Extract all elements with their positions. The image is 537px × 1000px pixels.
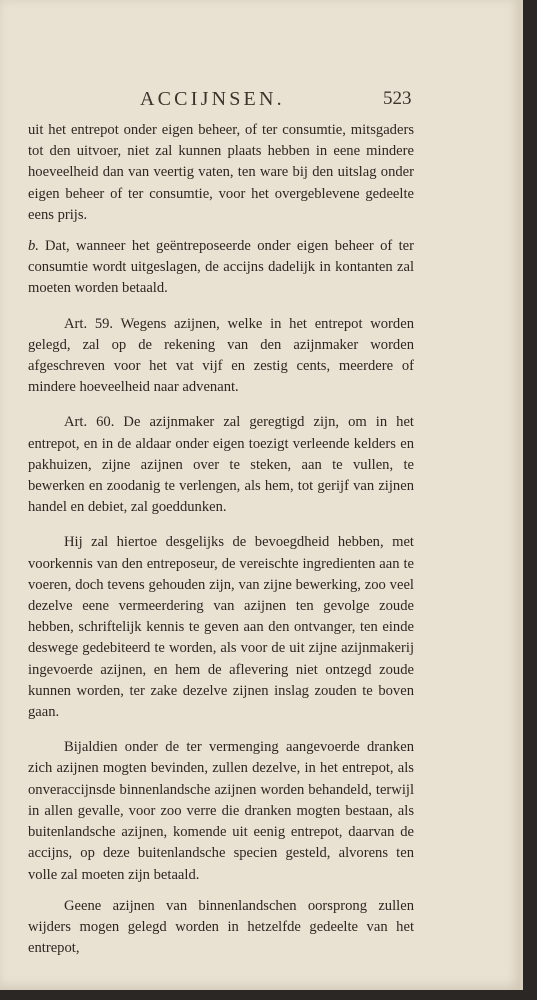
paragraph-bijaldien: Bijaldien onder de ter vermenging aangevoerde dranken zich azijnen mogten bevinden, zullen dezelve, in het entrepot, als onveraccijnsde binnenlandsche azijnen worden behandeld, terwijl in allen gevalle, voor zoo verre die dranken mogten bestaan, als buitenlandsche azijnen, komende uit eenig entrepot, daarvan de accijns, op deze buitenlandsche specien gesteld, alvorens ten volle zal moeten zijn betaald.	[28, 739, 414, 883]
paragraph-continuation: uit het entrepot onder eigen beheer, of ter consumtie, mitsgaders tot den uitvoer, niet zal kunnen plaats hebben in eene mindere hoeveelheid dan van veertig vaten, ten ware bij den uitslag onder eigen beheer of ter consumtie, voor het overgeblevene gedeelte eens prijs.	[28, 122, 414, 223]
paragraph-geene: Geene azijnen van binnenlandschen oorsprong zullen wijders mogen gelegd worden in hetzelfde gedeelte van het entrepot,	[28, 897, 414, 957]
page-header	[0, 88, 520, 112]
paragraph-b	[28, 236, 414, 300]
running-title: ACCIJNSEN.	[140, 88, 285, 110]
paragraph-hij: Hij zal hiertoe desgelijks de bevoegdheid hebben, met voorkennis van den entreposeur, de vereischte ingredienten aan te voeren, doch tevens gehouden zijn, van zijne bewerking, zoo veel dezelve eene vermeerdering van azijnen ten gevolge zoude hebben, schriftelijk kennis te geven aan den ontvanger, ten einde deswege gedebiteerd te worden, als voor de uit zijne azijnmakerij ingevoerde azijnen, en hem de aflevering niet ontzegd zoude kunnen worden, ter zake dezelve zijnen inslag zouden te boven gaan.	[28, 534, 414, 721]
page-number: 523	[383, 88, 412, 109]
article-60: Art. 60. De azijnmaker zal geregtigd zijn, om in het entrepot, en in de aldaar onder eigen toezigt verleende kelders en pakhuizen, zijne azijnen over te steken, aan te vullen, te bewerken en zoodanig te verlengen, als hem, tot gerijf van zijnen handel en debiet, zal goeddunken.	[28, 414, 414, 516]
paragraph-b-label: b.	[28, 238, 39, 255]
paragraph-b-text: Dat, wanneer het geëntreposeerde onder eigen beheer of ter consumtie wordt uitgeslagen, de accijns dadelijk in kontanten zal moeten worden betaald.	[28, 238, 414, 297]
article-59: Art. 59. Wegens azijnen, welke in het entrepot worden gelegd, zal op de rekening van den azijnmaker worden afgeschreven voor het vat vijf en zestig cents, meerdere of mindere hoeveelheid naar advenant.	[28, 315, 414, 396]
body-text	[28, 120, 414, 959]
